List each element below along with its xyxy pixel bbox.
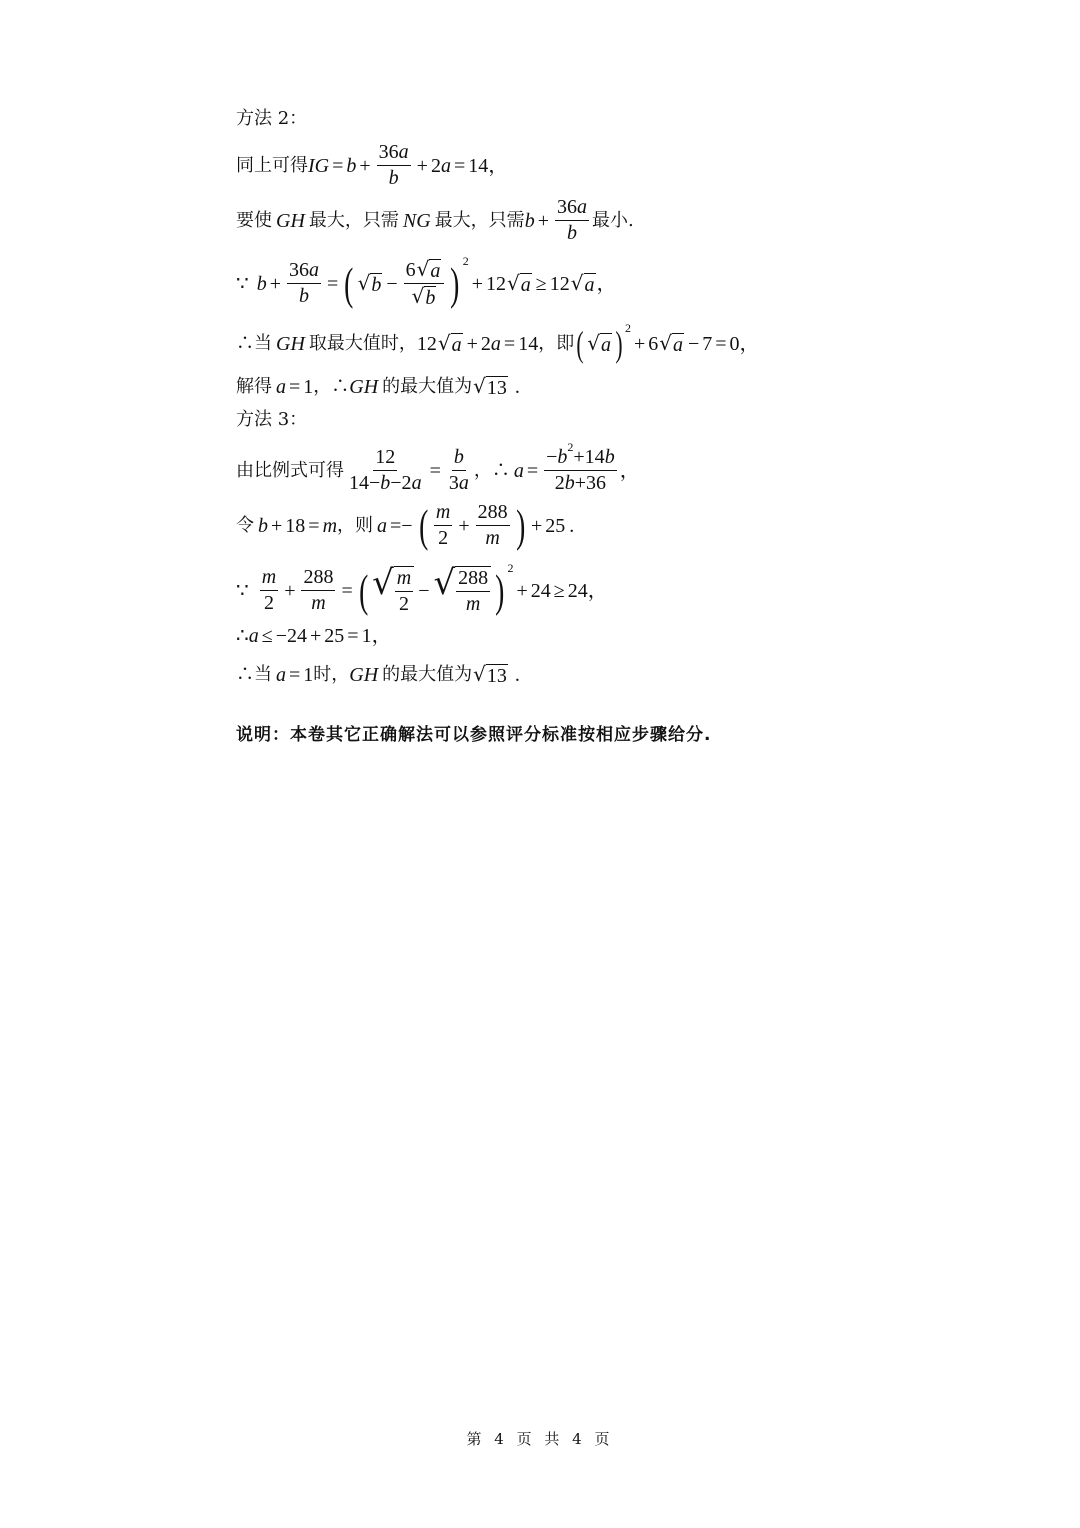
method3-line-ratio: 由比例式可得 $\frac{12}{14-b-2a}$ = $\frac{b}{3a}$ ，∴ a = $\frac{-b^2+14b}{2b+36}$ ， <box>236 440 640 494</box>
fraction-36a-b: $\frac{36a}{b}$ <box>378 141 409 189</box>
page-footer: 第 4 页 共 4 页 <box>466 1430 614 1448</box>
method3-line-let: 令 b + 18 = m ，则 a =− ( $\frac{m}{2}$ + $\frac{288}{m}$ ) + 25 . <box>236 499 575 551</box>
method3-line-conclusion: ∴当 a = 1 时， GH 的最大值为 √ 13 . <box>236 662 520 687</box>
method3-line-because: ∵ $\frac{m}{2}$ + $\frac{288}{m}$ = ( √ $\frac{m}{2}$ − √ $\frac{288}{m}$ ) 2 + 24 ≥ 24 ， <box>236 561 608 616</box>
fraction-36a-b: $\frac{36a}{b}$ <box>556 196 587 244</box>
method2-line-max: 要使 GH 最大，只需 NG 最大，只需 b + $\frac{36a}{b}$ 最小. <box>236 196 634 244</box>
method2-line-ig: 同上可得 IG = b + $\frac{36a}{b}$ + 2 a = 14 ， <box>236 141 509 189</box>
text: 同上可得 <box>236 154 308 176</box>
method2-heading: 方法 2： <box>236 108 308 129</box>
method2-line-solve: 解得 a = 1 ，∴ GH 的最大值为 √ 13 . <box>236 374 520 399</box>
scoring-note: 说明：本卷其它正确解法可以参照评分标准按相应步骤给分. <box>236 725 712 745</box>
method3-line-ineq: ∴ a ≤ −24 + 25 = 1 ， <box>236 625 392 647</box>
method2-line-because: ∵ b + $\frac{36a}{b}$ = ( √ b − 6 √ a √ b ) 2 + 12 √ a ≥ 12 √ a ， <box>236 254 617 309</box>
method2-line-therefore: ∴当 GH 取最大值时， 12 √ a + 2 a = 14 ，即 ( √ a ) 2 + 6 √ a − 7 = 0 ， <box>236 321 760 364</box>
method3-heading: 方法 3： <box>236 409 308 430</box>
math-ig: IG <box>308 154 330 177</box>
